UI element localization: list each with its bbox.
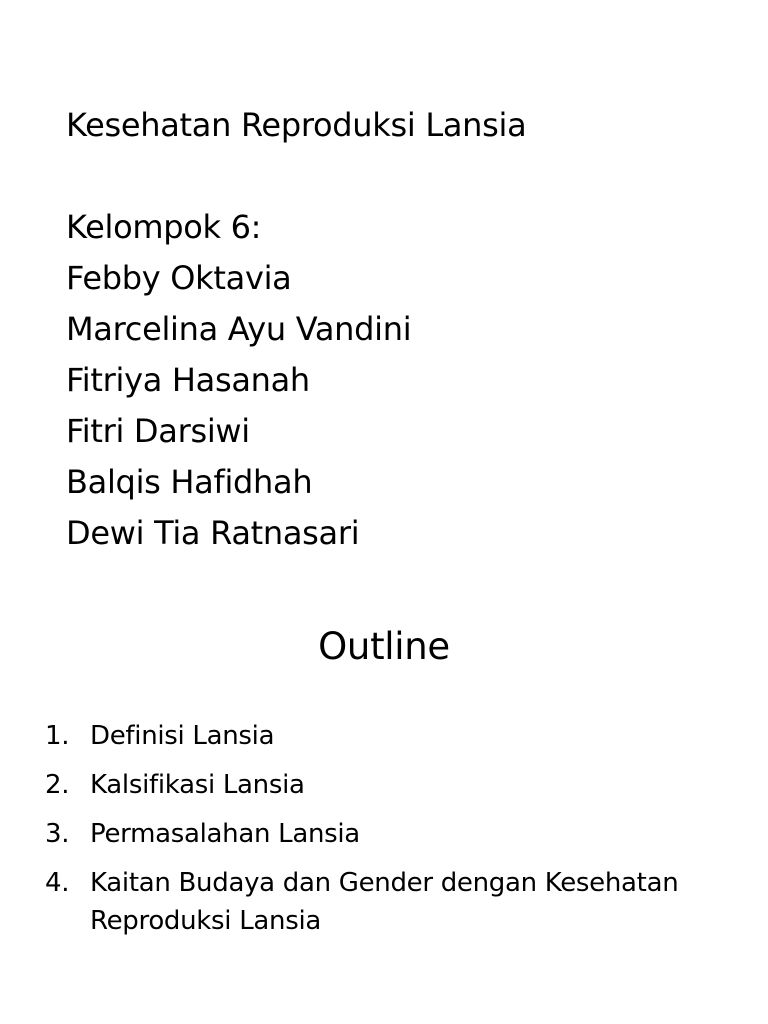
- outline-item: [45, 766, 735, 804]
- outline-list: [45, 717, 735, 951]
- group-member: Dewi Tia Ratnasari: [66, 514, 360, 552]
- outline-item-text: Kaitan Budaya dan Gender dengan Kesehatan Reproduksi Lansia: [90, 868, 679, 936]
- outline-item: [45, 815, 735, 853]
- outline-item-text: Definisi Lansia: [90, 721, 275, 751]
- blank-line: [66, 151, 526, 202]
- outline-item-number: 4.: [45, 868, 70, 898]
- title-slide-text-block: [66, 100, 526, 559]
- outline-item-text: Kalsifikasi Lansia: [90, 770, 305, 800]
- outline-slide: [0, 590, 768, 1024]
- outline-item-number: 3.: [45, 819, 70, 849]
- group-member: Balqis Hafidhah: [66, 463, 313, 501]
- outline-item: [45, 717, 735, 755]
- group-member: Marcelina Ayu Vandini: [66, 310, 412, 348]
- outline-item: [45, 864, 735, 940]
- group-member: Fitriya Hasanah: [66, 361, 310, 399]
- outline-item-text: Permasalahan Lansia: [90, 819, 360, 849]
- outline-item-number: 1.: [45, 721, 70, 751]
- presentation-title: Kesehatan Reproduksi Lansia: [66, 106, 527, 144]
- group-label: Kelompok 6:: [66, 208, 262, 246]
- outline-item-number: 2.: [45, 770, 70, 800]
- group-member: Febby Oktavia: [66, 259, 292, 297]
- outline-heading: Outline: [318, 625, 450, 668]
- group-member: Fitri Darsiwi: [66, 412, 250, 450]
